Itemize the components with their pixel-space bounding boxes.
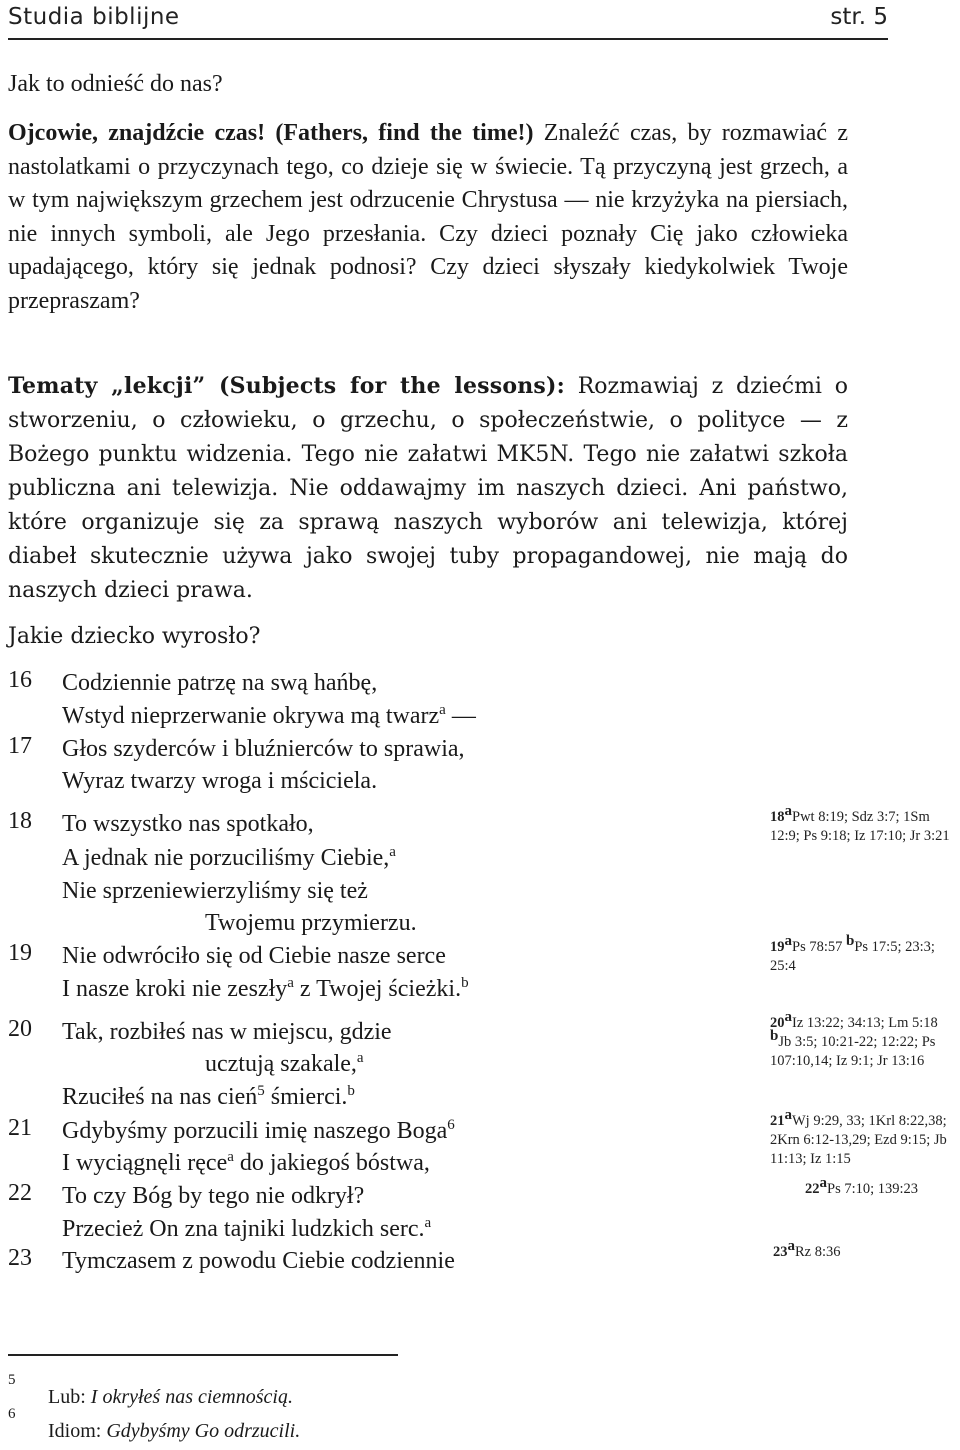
verse-text: I nasze kroki nie zeszły <box>62 976 288 1002</box>
note-text: Rz 8:36 <box>795 1244 841 1260</box>
verse-text: I wyciągnęli ręce <box>62 1150 228 1176</box>
verse-text: Przecież On zna tajniki ludzkich serc. <box>62 1216 425 1242</box>
verse-line: To czy Bóg by tego nie odkrył? <box>62 1183 365 1209</box>
verse-line: Tymczasem z powodu Ciebie codziennie <box>62 1248 455 1274</box>
verse-line: Głos szyderców i bluźnierców to sprawia, <box>62 736 465 762</box>
verse-line <box>62 1213 431 1245</box>
note-verse-number: 21 <box>770 1113 785 1129</box>
verse-line: Nie odwróciło się od Ciebie nasze serce <box>62 943 446 969</box>
section-question: Jak to odnieść do nas? <box>8 71 223 97</box>
cross-reference-note <box>805 1175 960 1199</box>
verse-line: Wyraz twarzy wroga i mściciela. <box>62 768 378 794</box>
verse-number: 23 <box>8 1245 32 1271</box>
verse-number: 22 <box>8 1180 32 1206</box>
note-marker: b <box>770 1028 779 1045</box>
footnote-number: 6 <box>8 1406 16 1422</box>
cross-reference-note <box>770 1107 960 1169</box>
note-text: Ps 78:57 <box>792 939 846 955</box>
section-question-2: Jakie dziecko wyrosło? <box>8 624 261 649</box>
note-verse-number: 20 <box>770 1015 785 1031</box>
note-marker: b <box>846 933 855 950</box>
verse-number: 21 <box>8 1115 32 1141</box>
verse-text: Rzuciłeś na nas cień <box>62 1084 258 1110</box>
verse-line <box>62 1115 455 1147</box>
verse-text: Gdybyśmy porzucili imię naszego Boga <box>62 1118 448 1144</box>
running-title: Studia biblijne <box>8 4 180 30</box>
note-text: Iz 13:22; 34:13; Lm 5:18 <box>792 1015 938 1031</box>
verse-line: Codziennie patrzę na swą hańbę, <box>62 670 378 696</box>
verse-line <box>62 1147 430 1179</box>
note-verse-number: 22 <box>805 1181 820 1197</box>
verse-line <box>62 700 476 732</box>
verse-text: A jednak nie porzuciliśmy Ciebie, <box>62 845 390 871</box>
verse-text: z Twojej ścieżki. <box>293 976 462 1002</box>
verse-line <box>62 842 396 874</box>
footnote-label: Idiom: <box>48 1420 107 1442</box>
cross-ref-marker: a <box>389 844 396 860</box>
paragraph-topics-lead: Tematy „lekcji” (Subjects for the lessons): <box>8 373 565 399</box>
note-marker: a <box>787 1238 795 1255</box>
footnote-divider <box>8 1354 398 1356</box>
cross-ref-marker: b <box>461 975 469 991</box>
cross-ref-marker: a <box>439 702 446 718</box>
paragraph-topics-text: Rozmawiaj z dziećmi o stworzeniu, o człowieku, o grzechu, o społeczeństwie, o polityce — z Bożego punktu widzenia. Tego nie załatwi MK5N. Tego nie załatwi szkoła publiczna ani telewizja. Nie oddawajmy im naszych dzieci. Ani państwo, które organizuje się za sprawą naszych wyborów ani telewizja, której diabeł skutecznie używa jako swojej tuby propagandowej, nie mają do naszych dzieci prawa. <box>8 374 848 603</box>
cross-reference-note <box>770 803 960 846</box>
note-text: Ps 7:10; 139:23 <box>827 1181 919 1197</box>
note-text: Pwt 8:19; Sdz 3:7; 1Sm 12:9; Ps 9:18; Iz 17:10; Jr 3:21 <box>770 809 950 844</box>
verse-text: Wstyd nieprzerwanie okrywa mą twarz <box>62 703 440 729</box>
note-marker: a <box>784 803 792 820</box>
footnote-label: Lub: <box>48 1386 91 1408</box>
note-verse-number: 23 <box>773 1244 788 1260</box>
paragraph-fathers-lead: Ojcowie, znajdźcie czas! (Fathers, find the time!) <box>8 120 534 146</box>
verse-line <box>205 1048 364 1080</box>
verse-number: 19 <box>8 940 32 966</box>
verse-line: Twojemu przymierzu. <box>205 910 417 936</box>
verse-number: 20 <box>8 1016 32 1042</box>
cross-ref-marker: a <box>356 1050 364 1066</box>
paragraph-topics <box>8 369 848 608</box>
footnote-marker[interactable]: 5 <box>257 1083 265 1099</box>
note-marker: a <box>784 1107 792 1124</box>
verse-line <box>62 973 469 1005</box>
footnote-number: 5 <box>8 1372 16 1388</box>
verse-text: ucztują szakale, <box>205 1051 357 1077</box>
cross-ref-marker: b <box>347 1083 355 1099</box>
verse-line: To wszystko nas spotkało, <box>62 811 314 837</box>
verse-number: 16 <box>8 667 32 693</box>
cross-ref-marker: a <box>227 1149 234 1165</box>
verse-line: Nie sprzeniewierzyliśmy się też <box>62 878 368 904</box>
cross-reference-note <box>770 933 960 976</box>
note-text: Jb 3:5; 10:21-22; 12:22; Ps 107:10,14; Iz 9:1; Jr 13:16 <box>770 1034 936 1069</box>
cross-ref-marker: a <box>287 975 294 991</box>
note-marker: a <box>819 1175 827 1192</box>
verse-text: do jakiegoś bóstwa, <box>233 1150 430 1176</box>
verse-number: 18 <box>8 808 32 834</box>
cross-reference-note <box>773 1238 960 1262</box>
note-text: Ps 17:5; 23:3; 25:4 <box>770 939 935 974</box>
cross-ref-marker: a <box>424 1215 432 1231</box>
paragraph-fathers <box>8 117 848 318</box>
footnote-marker[interactable]: 6 <box>447 1117 455 1133</box>
verse-line <box>62 1081 355 1113</box>
verse-text: śmierci. <box>264 1084 348 1110</box>
page-number: str. 5 <box>830 4 888 30</box>
footnote-text: Gdybyśmy Go odrzucili. <box>106 1420 301 1442</box>
cross-reference-note <box>770 1009 960 1071</box>
paragraph-fathers-text: Znaleźć czas, by rozmawiać z nastolatkami o przyczynach tego, co dzieje się w świecie. Tą przyczyną jest grzech, a w tym największym grzechem jest odrzucenie Chrystusa — nie krzyżyka na piersiach, nie innych symboli, ale Jego przesłania. Czy dzieci poznały Cię jako człowieka upadającego, który się jednak podnosi? Czy dzieci słyszały kiedykolwiek Twoje przepraszam? <box>8 120 849 314</box>
verse-text: — <box>445 703 476 729</box>
verse-number: 17 <box>8 733 32 759</box>
page-header <box>8 2 888 40</box>
verse-line: Tak, rozbiłeś nas w miejscu, gdzie <box>62 1019 392 1045</box>
note-marker: a <box>784 1009 792 1026</box>
footnote-text: I okryłeś nas ciemnością. <box>90 1386 293 1408</box>
note-text: Wj 9:29, 33; 1Krl 8:22,38; 2Krn 6:12-13,29; Ezd 9:15; Jb 11:13; Iz 1:15 <box>770 1113 947 1167</box>
note-verse-number: 19 <box>770 939 785 955</box>
note-marker: a <box>784 933 792 950</box>
note-verse-number: 18 <box>770 809 785 825</box>
